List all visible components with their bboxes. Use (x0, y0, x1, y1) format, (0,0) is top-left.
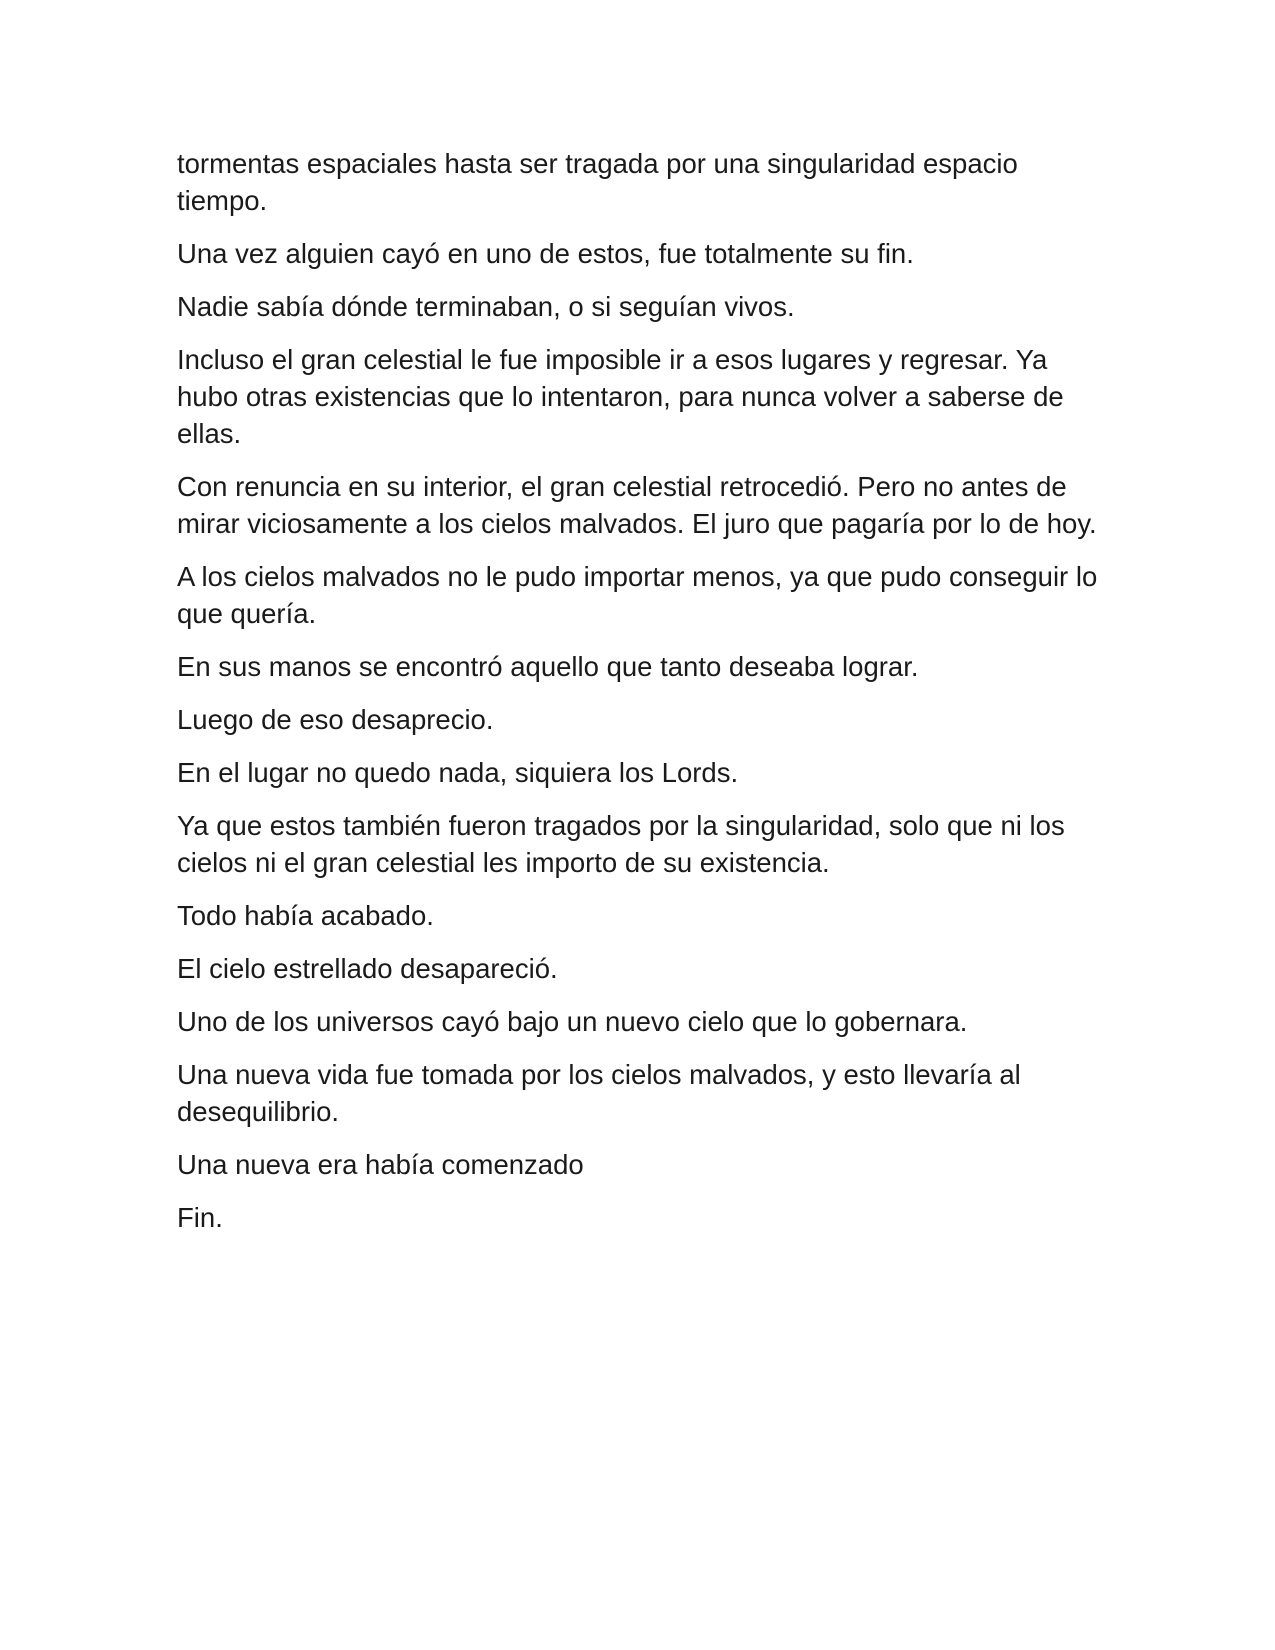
body-text (177, 145, 1107, 1252)
paragraph: El cielo estrellado desapareció. (177, 953, 558, 984)
paragraph: Todo había acabado. (177, 900, 434, 931)
paragraph: Fin. (177, 1202, 223, 1233)
paragraph: A los cielos malvados no le pudo importar menos, ya que pudo conseguir lo que quería. (177, 561, 1098, 629)
paragraph: Ya que estos también fueron tragados por la singularidad, solo que ni los cielos ni el gran celestial les importo de su existencia. (177, 810, 1065, 878)
paragraph: En sus manos se encontró aquello que tanto deseaba lograr. (177, 651, 919, 682)
paragraph: Luego de eso desaprecio. (177, 704, 494, 735)
paragraph: Una nueva vida fue tomada por los cielos malvados, y esto llevaría al desequilibrio. (177, 1059, 1021, 1127)
paragraph: tormentas espaciales hasta ser tragada por una singularidad espacio tiempo. (177, 148, 1018, 216)
paragraph: En el lugar no quedo nada, siquiera los Lords. (177, 757, 739, 788)
paragraph: Una vez alguien cayó en uno de estos, fue totalmente su fin. (177, 238, 914, 269)
paragraph: Nadie sabía dónde terminaban, o si seguían vivos. (177, 291, 795, 322)
paragraph: Con renuncia en su interior, el gran celestial retrocedió. Pero no antes de mirar viciosamente a los cielos malvados. El juro que pagaría por lo de hoy. (177, 471, 1097, 539)
paragraph: Una nueva era había comenzado (177, 1149, 584, 1180)
paragraph: Incluso el gran celestial le fue imposible ir a esos lugares y regresar. Ya hubo otras existencias que lo intentaron, para nunca volver a saberse de ellas. (177, 344, 1064, 449)
paragraph: Uno de los universos cayó bajo un nuevo cielo que lo gobernara. (177, 1006, 968, 1037)
